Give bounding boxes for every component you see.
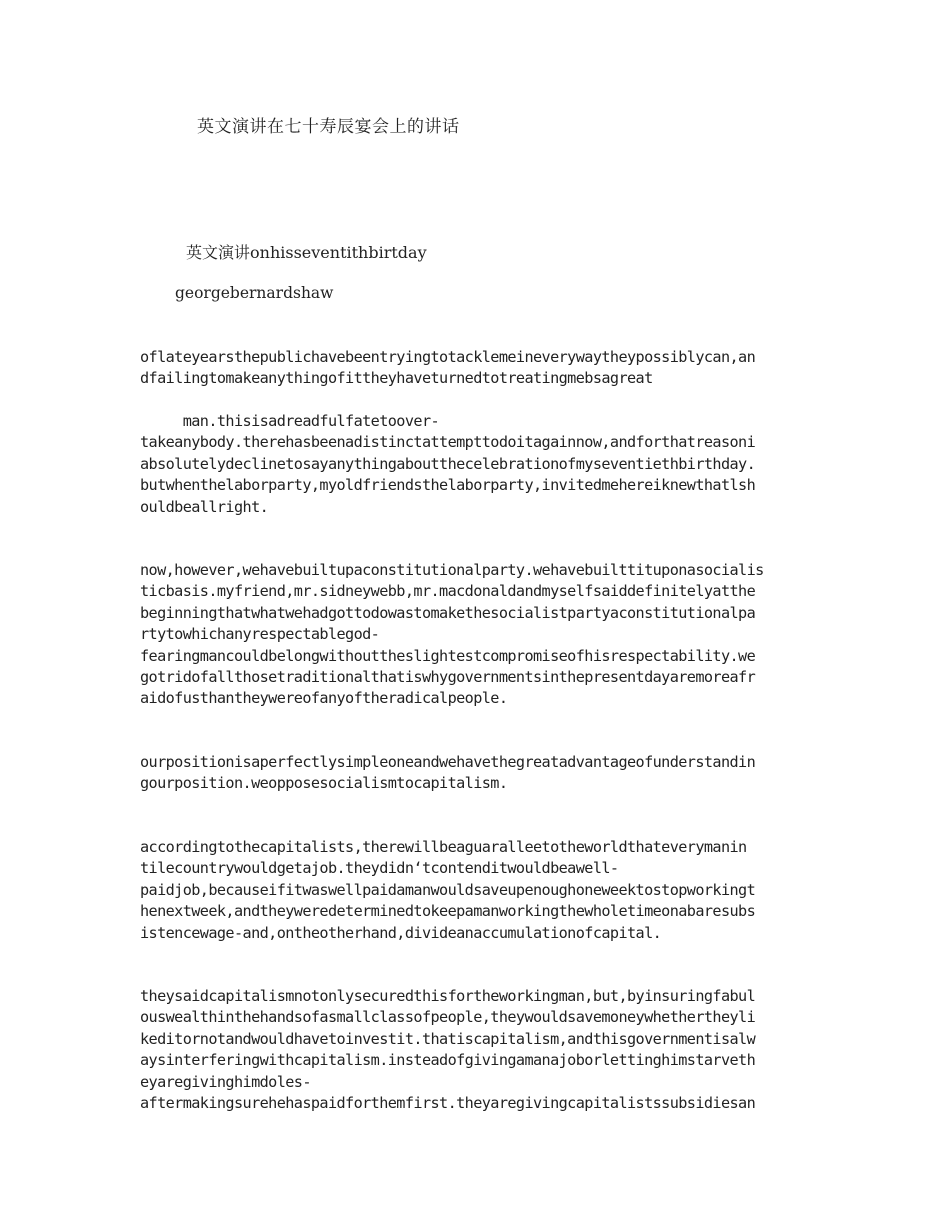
paragraph: man.thisisadreadfulfatetoover- takeanybody.therehasbeenadistinctattempttodoitagainnow,andforthatreasoni absolutelydeclinetosayanythingaboutthecelebrationofmyseventiethbirthday. butwhenthelaborparty,myoldfriendsthelaborparty,invitedmehereiknewthatlsh ouldbeallright. [140,412,756,516]
paragraph: now,however,wehavebuiltupaconstitutionalparty.wehavebuilttituponasocialis ticbasis.myfriend,mr.sidneywebb,mr.macdonaldandmyselfsaiddefinitelyatthe beginningthatwhatwehadgottodowastomakethesocialistpartyaconstitutionalpa rtytowhichanyrespectablegod- fearingmancouldbelongwithouttheslightestcompromiseofhisrespectability.we gotridofallthosetraditionalthatiswhygovernmentsinthepresentdayaremoreafr aidofusthantheywereofanyoftheradicalpeople. [140,561,764,708]
speech-author: georgebernardshaw [175,284,334,302]
paragraph: theysaidcapitalismnotonlysecuredthisfortheworkingman,but,byinsuringfabul ouswealthinthehandsofasmallclassofpeople,theywouldsavemoneywhethertheyli keditornotandwouldhavetoinvestit.thatiscapitalism,andthisgovernmentisalw aysinterferingwithcapitalism.insteadofgivingamanajoborlettinghimstarveth eyaregivinghimdoles- aftermakingsurehehaspaidforthemfirst.theyaregivingcapitalistssubsidiesan [140,987,756,1113]
paragraph: oflateyearsthepublichavebeentryingtotacklemeineverywaytheypossiblycan,an dfailingtomakeanythingofittheyhaveturnedtotreatingmebsagreat [140,348,756,388]
speech-subtitle: 英文演讲onhisseventithbirtday [186,243,427,262]
document-title: 英文演讲在七十寿辰宴会上的讲话 [197,117,460,137]
paragraph: accordingtothecapitalists,therewillbeaguaralleetotheworldthateverymanin tilecountrywouldgetajob.theydidn‘tcontenditwouldbeawell- paidjob,becauseifitwaswellpaidamanwouldsaveupenoughoneweektostopworkingt henextweek,andtheyweredeterminedtokeepamanworkingthewholetimeonabaresubs istencewage-and,ontheotherhand,divideanaccumulationofcapital. [140,838,756,942]
paragraph: ourpositionisaperfectlysimpleoneandwehavethegreatadvantageofunderstandin gourposition.weopposesocialismtocapitalism. [140,753,756,793]
